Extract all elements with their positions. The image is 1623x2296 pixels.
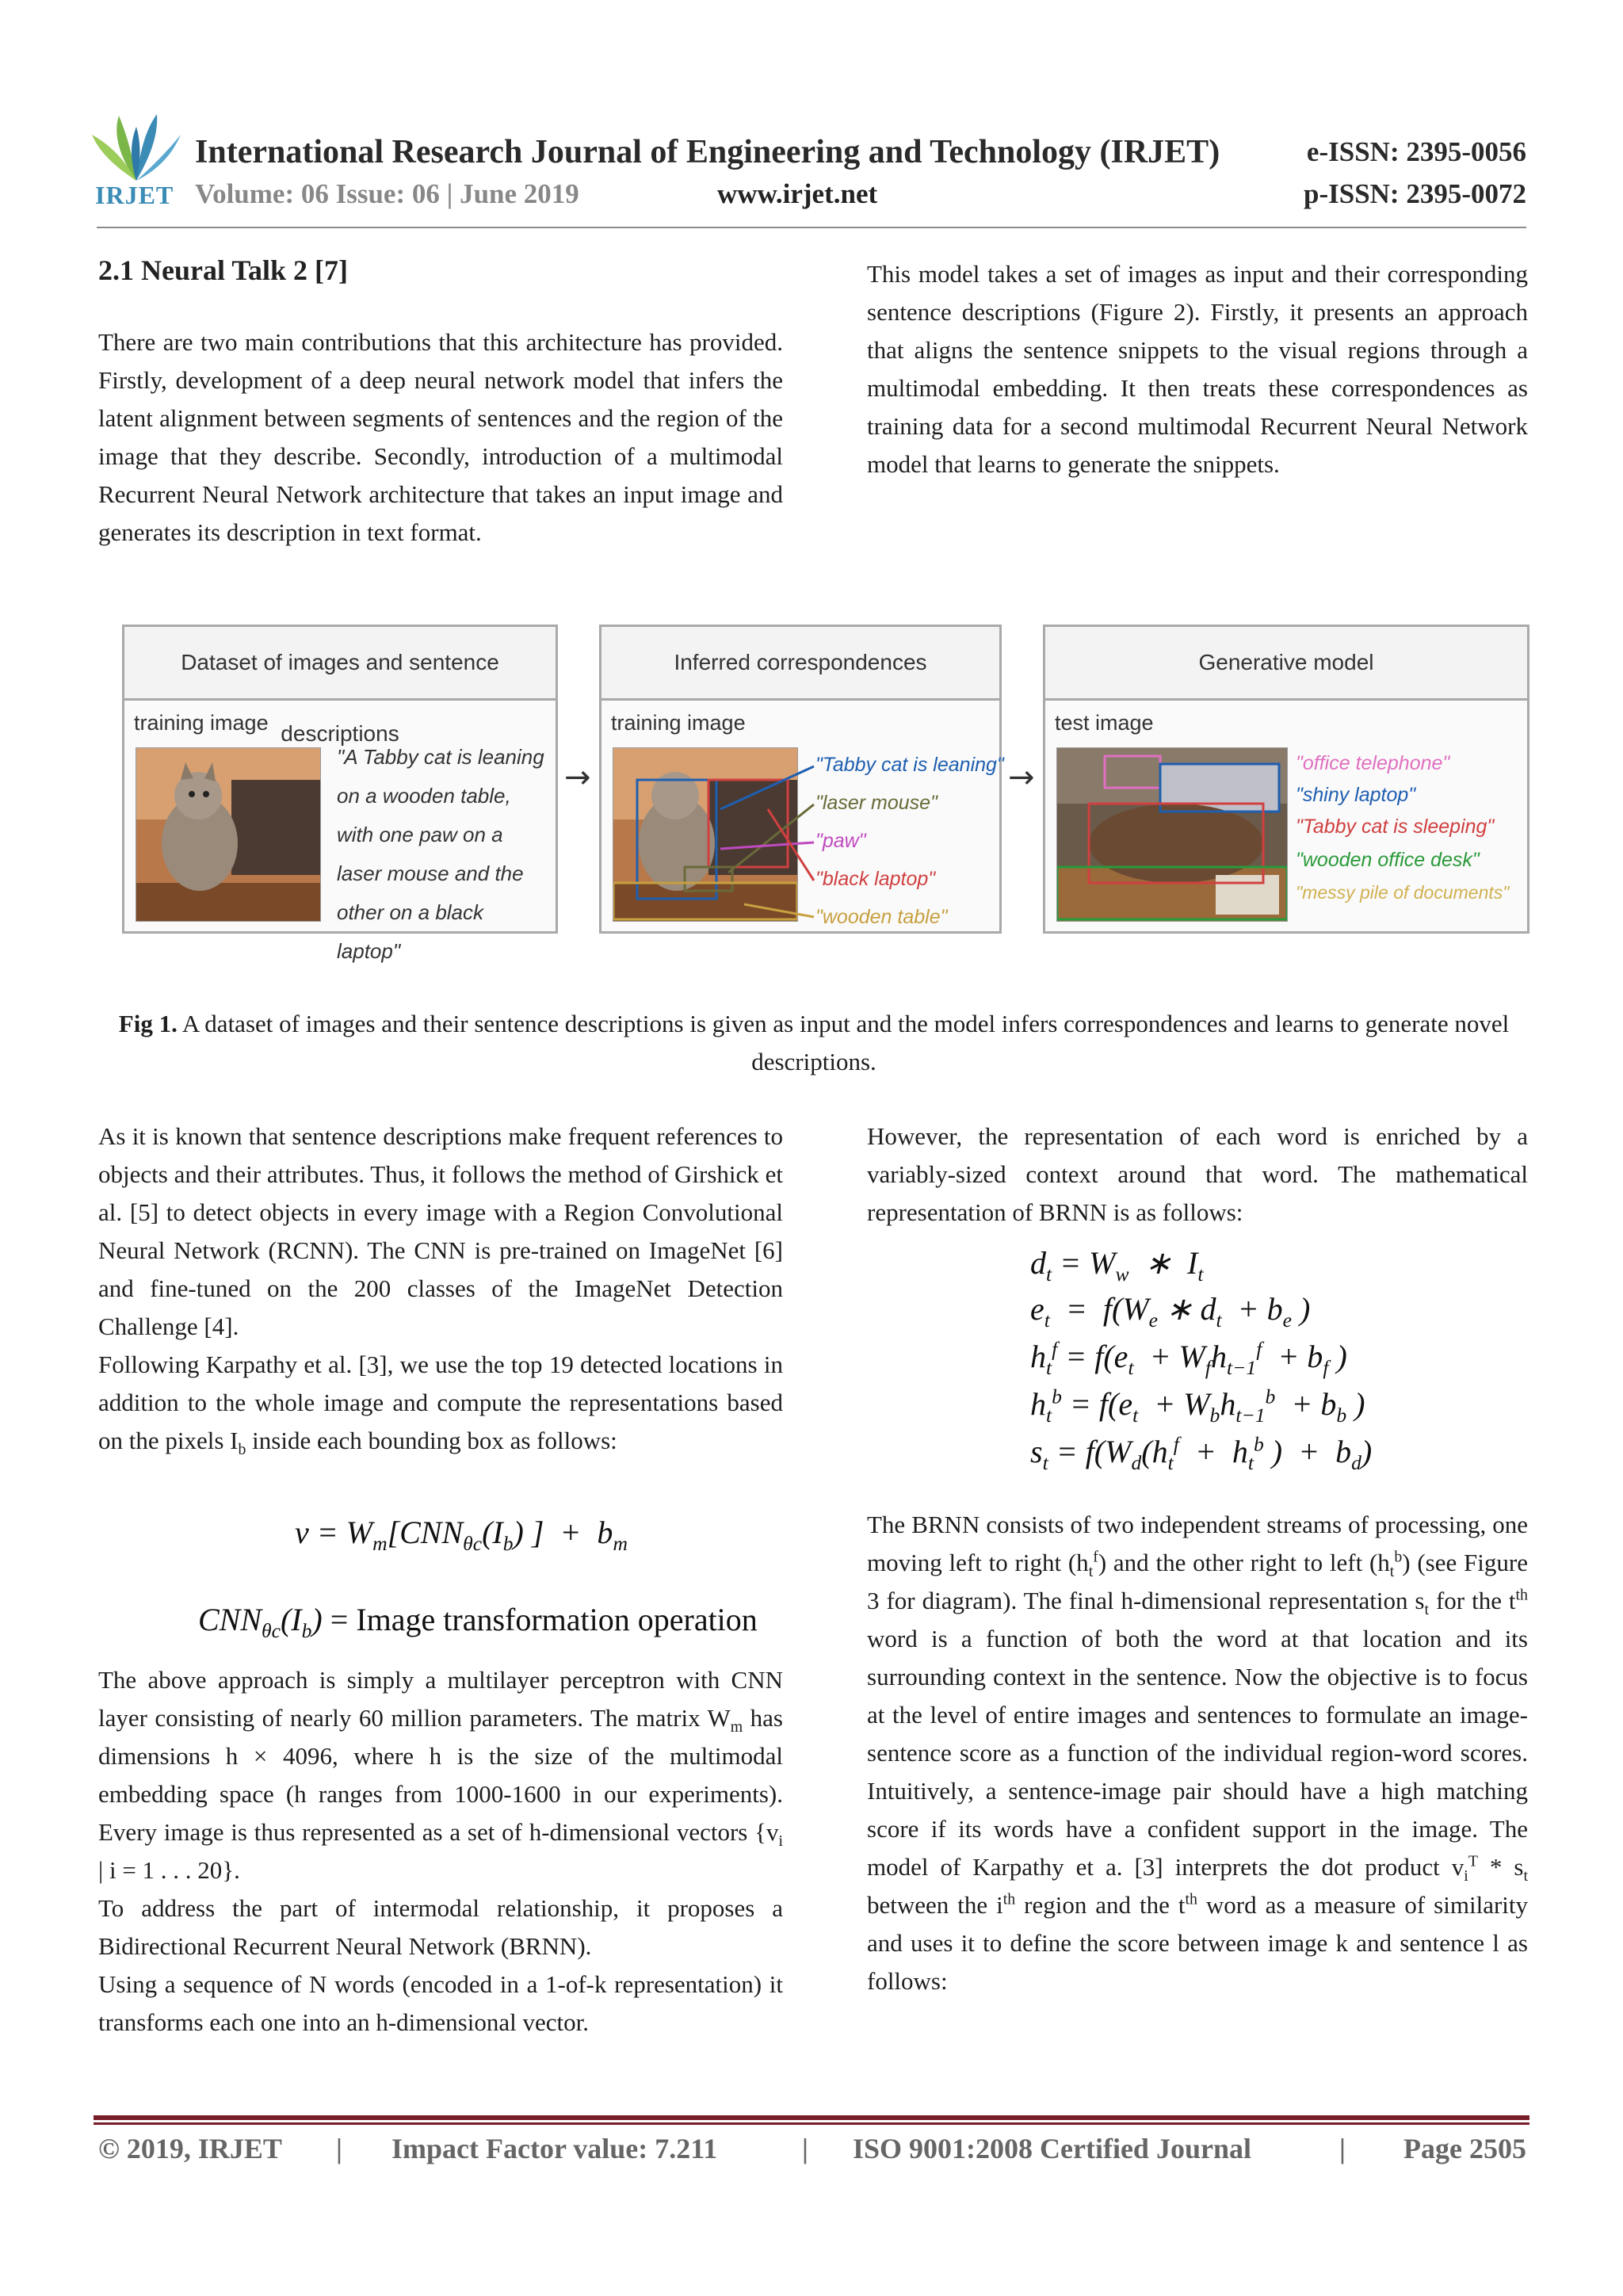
paragraph-text: There are two main contributions that this architecture has provided. Firstly, development of a deep neural network model that infers the latent alignment between segments of sentences and the region of the image that they describe. Secondly, introduction of a multimodal Recurrent Neural Network architecture that takes an input image and generates its description in text format. <box>98 328 783 546</box>
footer-separator: | <box>1339 2133 1346 2164</box>
cat-on-desk-photo-icon <box>1057 748 1287 921</box>
left-mid-text <box>98 1117 783 1460</box>
footer-iso: ISO 9001:2008 Certified Journal <box>853 2133 1251 2164</box>
panel-subtitle: test image <box>1055 711 1154 735</box>
footer-page-number: Page 2505 <box>1403 2133 1526 2164</box>
footer-divider-thin <box>94 2122 1529 2125</box>
paragraph-text: This model takes a set of images as input and their corresponding sentence descriptions (Figure 2). Firstly, it presents an approach that aligns the sentence snippets to the visual regions through a multimodal embedding. It then treats these correspondences as training data for a second multimodal Recurrent Neural Network model that learns to generate the snippets. <box>867 260 1528 478</box>
volume-info: Volume: 06 Issue: 06 | June 2019 <box>195 178 579 209</box>
caption-label: Fig 1. <box>118 1010 178 1037</box>
paragraph-text: Using a sequence of N words (encoded in a 1-of-k representation) it transforms each one into an h-dimensional vector. <box>98 1970 783 2036</box>
generated-tag: "Tabby cat is sleeping" <box>1296 816 1495 838</box>
logo-text: IRJET <box>95 181 174 209</box>
paragraph-text: The above approach is simply a multilayer perceptron with CNN layer consisting of nearly 60 million parameters. The matrix $W_m$ has dimensions h × 4096, where h is the size of the multimodal embedding space (h ranges from 1000-1600 in our experiments). Every image is thus represented as a set of h-dimensional vectors {$v_i$ | i = 1 . . . 20}. <box>98 1666 783 1884</box>
correspondence-lines <box>720 762 815 920</box>
correspondence-tag: "black laptop" <box>815 868 936 890</box>
page-footer <box>98 2132 1526 2172</box>
equation-s: $s_t = f(W_d(h_t^f + h_t^b$ ) + $b_d$) <box>1030 1432 1373 1474</box>
footer-impact-factor: Impact Factor value: 7.211 <box>391 2133 718 2164</box>
test-image-photo <box>1056 747 1288 922</box>
panel-subtitle: training image <box>134 711 269 735</box>
p-issn: p-ISSN: 2395-0072 <box>1303 178 1526 209</box>
generated-tag: "wooden office desk" <box>1296 849 1480 871</box>
equation-v: $v = W_m[CNN_{\theta c}(I_b)$ ] + $b_m$ <box>295 1515 628 1555</box>
figure-1 <box>119 625 1529 963</box>
equation-text: Image transformation operation <box>356 1602 758 1637</box>
correspondence-tag: "Tabby cat is leaning" <box>815 754 1004 776</box>
equation-d: $d_t = W_w$ ∗ $I_t$ <box>1030 1245 1204 1286</box>
caption-text: A dataset of images and their sentence descriptions is given as input and the model infers correspondences and learns to generate novel descriptions. <box>177 1010 1510 1075</box>
correspondence-tag: "paw" <box>815 830 866 852</box>
footer-separator: | <box>802 2133 808 2164</box>
equation-hf: $h_t^f = f(e_t + W_fh_{t-1}^f + b_f$ ) <box>1030 1337 1347 1379</box>
brnn-equations <box>1030 1244 1474 1482</box>
figure-panel-generative <box>1043 625 1529 934</box>
left-bottom-text <box>98 1661 783 2042</box>
generated-tag: "shiny laptop" <box>1296 784 1416 806</box>
right-mid-text <box>867 1117 1528 1232</box>
e-issn: e-ISSN: 2395-0056 <box>1306 136 1526 167</box>
footer-separator: | <box>336 2133 342 2164</box>
correspondence-tag: "laser mouse" <box>815 792 938 814</box>
panel-title: Inferred correspondences <box>601 627 999 701</box>
generated-tag: "messy pile of documents" <box>1296 882 1510 903</box>
generated-tag: "office telephone" <box>1296 752 1450 774</box>
paragraph-text: The BRNN consists of two independent streams of processing, one moving left to right $(h_t^f)$ and the other right to left $(h_t^b)$ (see Figure 3 for diagram). The final h-dimensional representation $s_t$ for the $t^{th}$ word is a function of both the word at that location and its surrounding context in the sentence. Now the objective is to focus at the level of entire images and sentences to formulate an image-sentence score as a function of the individual region-word scores. Intuitively, a sentence-image pair should have a high matching score if its words have a confident support in the image. The model of Karpathy et a. [3] interprets the dot product $v_i^T * s_t$ between the $i^{th}$ region and the $t^{th}$ word as a measure of similarity and uses it to define the score between image k and sentence l as follows: <box>867 1511 1528 1995</box>
paragraph-text: However, the representation of each word is enriched by a variably-sized context around that word. The mathematical representation of BRNN is as follows: <box>867 1122 1528 1226</box>
equation-e: $e_t = f(W_e$ ∗ $d_t + b_e$ ) <box>1030 1291 1311 1331</box>
figure-panel-dataset <box>122 625 558 963</box>
correspondence-tag: "wooden table" <box>815 906 948 928</box>
journal-title: International Research Journal of Engineering and Technology (IRJET) <box>195 134 1220 170</box>
arrow-right-icon: → <box>1008 759 1035 796</box>
equation-cnn: $CNN_{\theta c}(I_b)$ = Image transformation operation <box>198 1602 758 1642</box>
footer-divider-thick <box>94 2115 1529 2120</box>
section-heading: 2.1 Neural Talk 2 [7] <box>98 254 349 286</box>
paragraph-text: Following Karpathy et al. [3], we use the top 19 detected locations in addition to the whole image and compute the representations based on the pixels $I_b$ inside each bounding box as follows: <box>98 1350 783 1459</box>
cat-photo-icon <box>136 748 320 921</box>
figure-panel-correspondences <box>599 625 1002 934</box>
paragraph-text: To address the part of intermodal relationship, it proposes a Bidirectional Recurrent Neural Network (BRNN). <box>98 1894 783 1960</box>
right-bottom-text <box>867 1506 1528 2000</box>
panel-subtitle: training image <box>611 711 746 735</box>
left-top-paragraph <box>98 323 783 552</box>
figure-caption <box>98 1005 1529 1081</box>
leaf-logo-icon <box>89 111 184 184</box>
header-divider <box>97 227 1526 228</box>
panel-title: Generative model <box>1045 627 1527 701</box>
footer-copyright: © 2019, IRJET <box>98 2133 282 2164</box>
right-top-paragraph <box>867 255 1528 483</box>
paragraph-text: As it is known that sentence descriptions make frequent references to objects and their attributes. Thus, it follows the method of Girshick et al. [5] to detect objects in every image with a Region Convolutional Neural Network (RCNN). The CNN is pre-trained on ImageNet [6] and fine-tuned on the 200 classes of the ImageNet Detection Challenge [4]. <box>98 1122 783 1340</box>
journal-website: www.irjet.net <box>717 178 878 209</box>
arrow-right-icon: → <box>564 759 591 796</box>
sentence-description: "A Tabby cat is leaning on a wooden table, with one paw on a laser mouse and the other on a black laptop" <box>337 745 544 963</box>
panel-title: Dataset of images and sentence descriptions <box>124 627 556 701</box>
equation-hb: $h_t^b = f(e_t + W_bh_{t-1}^b + b_b$ ) <box>1030 1385 1365 1427</box>
training-image-photo <box>136 747 321 922</box>
